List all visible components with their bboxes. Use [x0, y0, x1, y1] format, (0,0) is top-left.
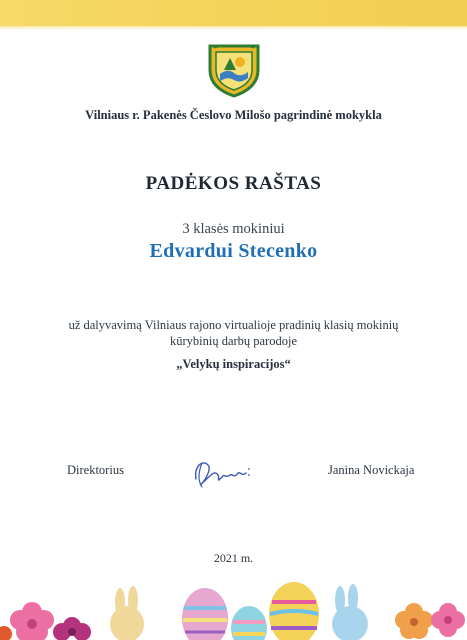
recipient-grade: 3 klasės mokiniui	[182, 221, 285, 237]
flower-icon	[53, 617, 91, 640]
signatory-role: Direktorius	[67, 463, 124, 477]
flower-icon	[10, 602, 54, 640]
exhibition-name: „Velykų inspiracijos“	[176, 357, 291, 371]
bunny-icon	[332, 584, 368, 640]
document-title: PADĖKOS RAŠTAS	[145, 173, 322, 194]
flower-icon	[0, 626, 12, 640]
recipient-name: Edvardui Stecenko	[149, 240, 318, 262]
easter-decoration-border	[0, 578, 467, 640]
bunny-icon	[110, 586, 144, 640]
document-year: 2021 m.	[213, 551, 254, 565]
easter-egg-icon	[231, 606, 267, 640]
signatory-name: Janina Novickaja	[328, 463, 415, 477]
easter-egg-icon	[269, 582, 319, 640]
easter-egg-icon	[182, 588, 228, 640]
school-crest-icon	[206, 40, 262, 98]
signature-icon	[188, 455, 254, 491]
description-line-1: už dalyvavimą Vilniaus rajono virtualioje pradinių klasių mokinių	[68, 318, 399, 332]
description-line-2: kūrybinių darbų parodoje	[169, 334, 298, 348]
top-band-fade	[0, 26, 467, 30]
top-color-band	[0, 0, 467, 26]
school-name: Vilniaus r. Pakenės Česlovo Milošo pagrindinė mokykla	[85, 108, 382, 122]
flower-icon	[395, 603, 433, 639]
flower-icon	[431, 603, 465, 637]
